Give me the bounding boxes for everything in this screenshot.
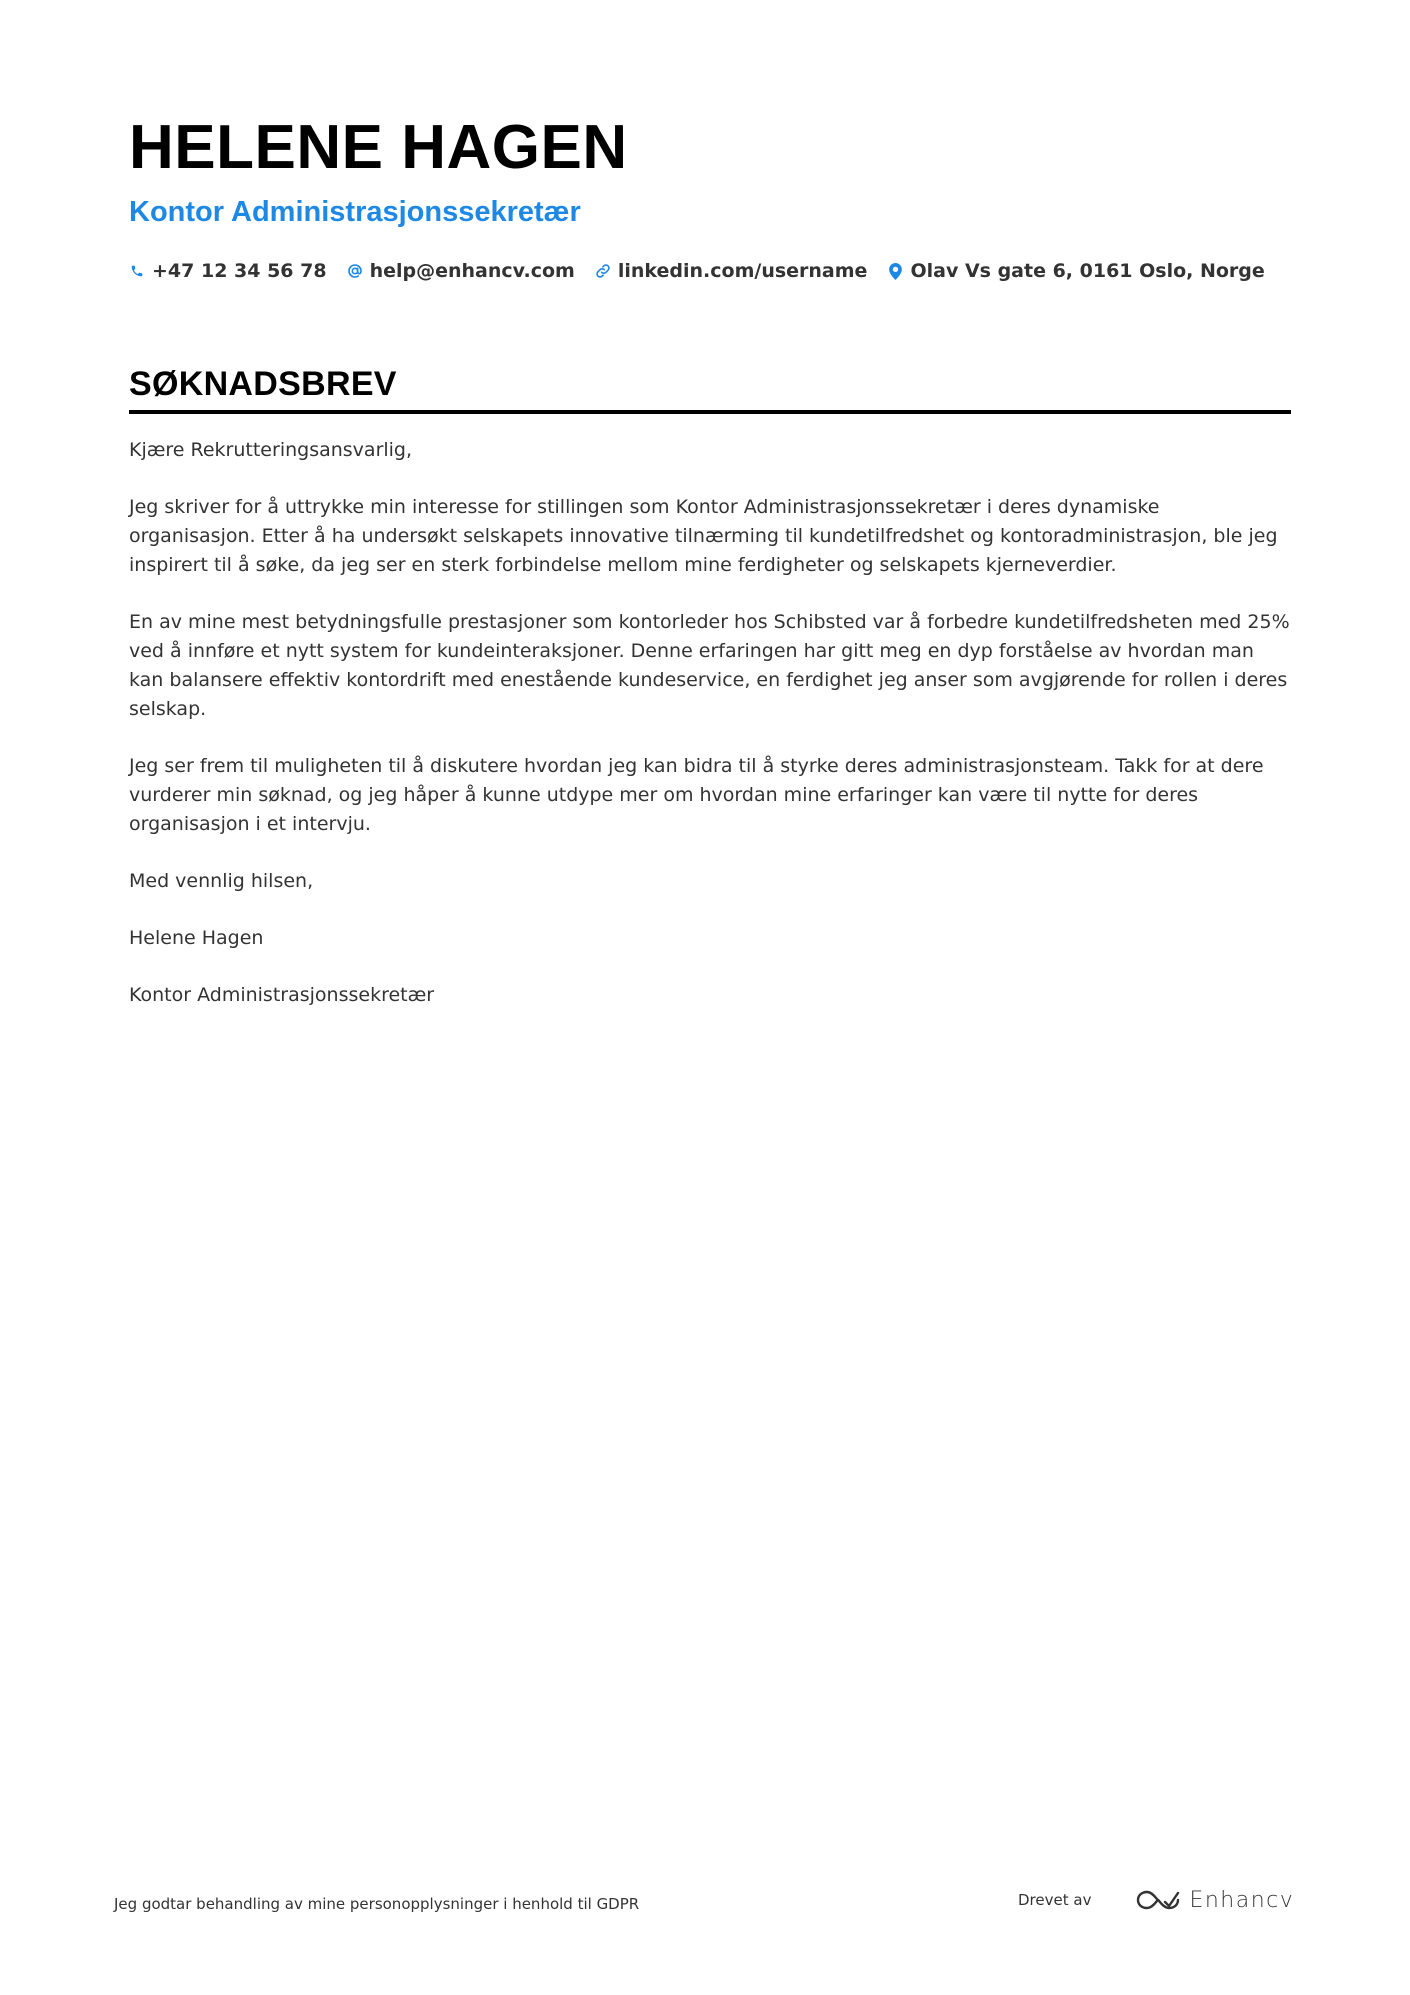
phone-icon — [129, 261, 145, 281]
applicant-name: HELENE HAGEN — [129, 113, 628, 182]
letter-paragraph: En av mine mest betydningsfulle prestasjoner som kontorleder hos Schibsted var å forbedre kundetilfredsheten med 25% ved å innføre et nytt system for kundeinteraksjoner. Denne erfaringen har gitt meg en dyp forståelse av hvordan man kan balansere effektiv kontordrift med enestående kundeservice, en ferdighet jeg anser som avgjørende for rollen i deres selskap. — [129, 611, 1290, 720]
gdpr-consent-text: Jeg godtar behandling av mine personopplysninger i henhold til GDPR — [114, 1895, 640, 1913]
letter-paragraph: Jeg skriver for å uttrykke min interesse for stillingen som Kontor Administrasjonssekretær i deres dynamiske organisasjon. Etter å ha undersøkt selskapets innovative tilnærming til kundetilfredshet og kontoradministrasjon, ble jeg inspirert til å søke, da jeg ser en sterk forbindelse mellom mine ferdigheter og selskapets kjerneverdier. — [129, 496, 1278, 576]
enhancv-logo-icon — [1135, 1888, 1181, 1912]
applicant-title: Kontor Administrasjonssekretær — [129, 196, 581, 228]
letter-salutation: Kjære Rekrutteringsansvarlig, — [129, 439, 413, 461]
contact-info-row — [129, 256, 1291, 286]
link-icon — [595, 261, 611, 281]
contact-location — [887, 260, 1264, 282]
map-pin-icon — [887, 261, 903, 281]
phone-text[interactable]: +47 12 34 56 78 — [152, 260, 327, 282]
enhancv-brand-link[interactable] — [1135, 1888, 1294, 1913]
signature-title: Kontor Administrasjonssekretær — [129, 984, 435, 1006]
letter-paragraph: Jeg ser frem til muligheten til å diskutere hvordan jeg kan bidra til å styrke deres administrasjonsteam. Takk for at dere vurderer min søknad, og jeg håper å kunne utdype mer om hvordan mine erfaringer kan være til nytte for deres organisasjon i et intervju. — [129, 755, 1264, 835]
contact-linkedin — [595, 260, 868, 282]
letter-closing: Med vennlig hilsen, — [129, 870, 314, 892]
contact-email — [347, 260, 575, 282]
powered-by — [1018, 1880, 1294, 1920]
section-heading: SØKNADSBREV — [129, 365, 397, 403]
contact-phone — [129, 260, 327, 282]
location-text: Olav Vs gate 6, 0161 Oslo, Norge — [910, 260, 1265, 282]
section-divider — [129, 410, 1291, 414]
letter-body — [129, 436, 1291, 1010]
signature-name: Helene Hagen — [129, 927, 264, 949]
email-text[interactable]: help@enhancv.com — [369, 260, 575, 282]
linkedin-text[interactable]: linkedin.com/username — [617, 260, 868, 282]
enhancv-brand-name: Enhancv — [1189, 1887, 1295, 1913]
powered-by-label: Drevet av — [1018, 1891, 1092, 1909]
page-content — [129, 108, 1291, 1038]
at-icon — [347, 261, 363, 281]
